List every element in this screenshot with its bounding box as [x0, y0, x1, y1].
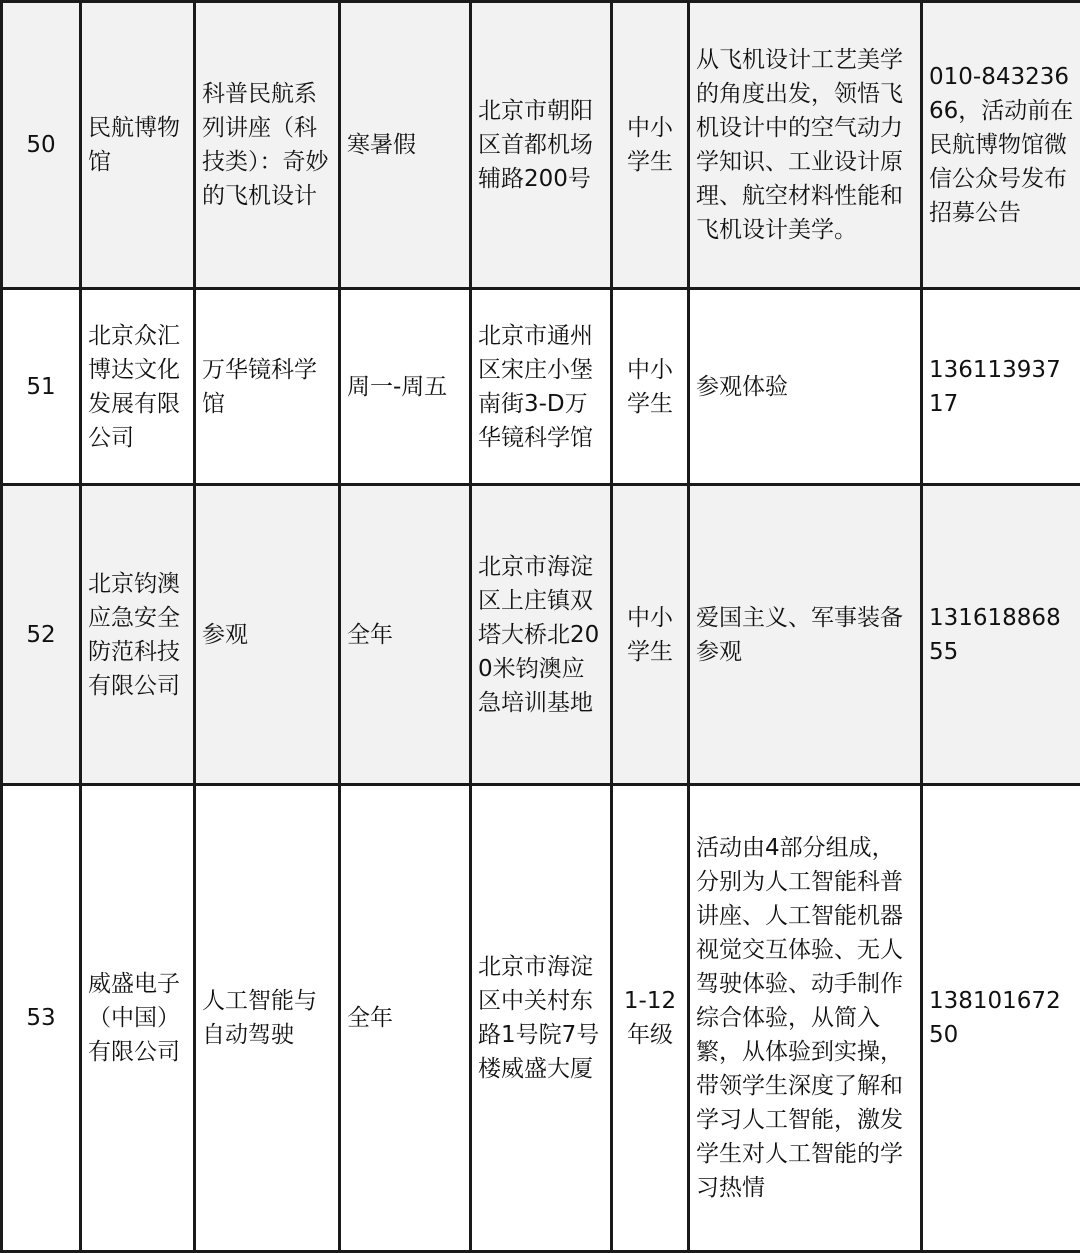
- organization-cell: 威盛电子（中国）有限公司: [81, 785, 195, 1252]
- row-number: 50: [2, 2, 81, 289]
- time-cell: 周一-周五: [340, 289, 471, 485]
- time-cell: 全年: [340, 485, 471, 785]
- table-row: [2, 289, 1080, 485]
- content-cell: 爱国主义、军事装备参观: [689, 485, 922, 785]
- activity-cell: 科普民航系列讲座（科技类）：奇妙的飞机设计: [195, 2, 340, 289]
- row-number: 52: [2, 485, 81, 785]
- organization-cell: 北京众汇博达文化发展有限公司: [81, 289, 195, 485]
- table-row: [2, 785, 1080, 1252]
- activity-cell: 万华镜科学馆: [195, 289, 340, 485]
- audience-cell: 中小学生: [612, 289, 689, 485]
- table-row: [2, 485, 1080, 785]
- row-number: 53: [2, 785, 81, 1252]
- address-cell: 北京市朝阳区首都机场辅路200号: [471, 2, 612, 289]
- contact-cell: 010-84323666，活动前在民航博物馆微信公众号发布招募公告: [922, 2, 1080, 289]
- organization-cell: 民航博物馆: [81, 2, 195, 289]
- table-row: [2, 2, 1080, 289]
- address-cell: 北京市海淀区上庄镇双塔大桥北200米钧澳应急培训基地: [471, 485, 612, 785]
- content-cell: 活动由4部分组成，分别为人工智能科普讲座、人工智能机器视觉交互体验、无人驾驶体验、动手制作综合体验，从简入繁，从体验到实操，带领学生深度了解和学习人工智能，激发学生对人工智能的学习热情: [689, 785, 922, 1252]
- organization-cell: 北京钧澳应急安全防范科技有限公司: [81, 485, 195, 785]
- time-cell: 全年: [340, 785, 471, 1252]
- address-cell: 北京市海淀区中关村东路1号院7号楼威盛大厦: [471, 785, 612, 1252]
- contact-cell: 13611393717: [922, 289, 1080, 485]
- activity-cell: 人工智能与自动驾驶: [195, 785, 340, 1252]
- audience-cell: 1-12年级: [612, 785, 689, 1252]
- audience-cell: 中小学生: [612, 2, 689, 289]
- audience-cell: 中小学生: [612, 485, 689, 785]
- address-cell: 北京市通州区宋庄小堡南街3-D万华镜科学馆: [471, 289, 612, 485]
- time-cell: 寒暑假: [340, 2, 471, 289]
- contact-cell: 13161886855: [922, 485, 1080, 785]
- row-number: 51: [2, 289, 81, 485]
- content-cell: 从飞机设计工艺美学的角度出发，领悟飞机设计中的空气动力学知识、工业设计原理、航空材料性能和飞机设计美学。: [689, 2, 922, 289]
- activity-cell: 参观: [195, 485, 340, 785]
- content-cell: 参观体验: [689, 289, 922, 485]
- contact-cell: 13810167250: [922, 785, 1080, 1252]
